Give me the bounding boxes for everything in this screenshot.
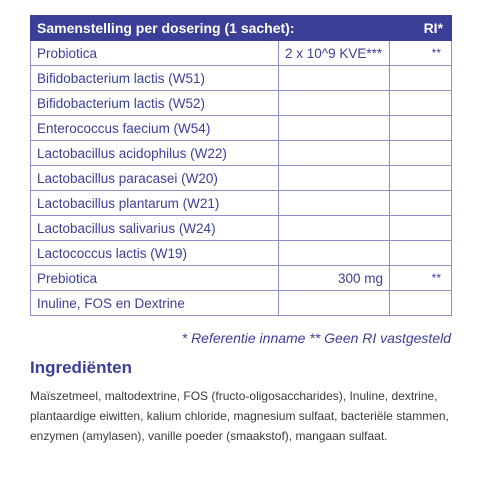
ingredients-heading: Ingrediënten: [30, 358, 133, 377]
ingredient-name: Lactobacillus salivarius (W24): [31, 216, 279, 241]
table-header-ri: RI*: [390, 16, 452, 41]
ingredient-ri: [390, 141, 452, 166]
ingredient-name: Bifidobacterium lactis (W51): [31, 66, 279, 91]
ingredient-name: Lactobacillus plantarum (W21): [31, 191, 279, 216]
table-row: [31, 116, 452, 141]
ingredient-amount: [279, 241, 390, 266]
ingredient-amount: [279, 66, 390, 91]
ingredient-amount: 2 x 10^9 KVE***: [279, 41, 390, 66]
ingredient-ri: [390, 291, 452, 316]
table-row: [31, 291, 452, 316]
ingredient-ri: [390, 91, 452, 116]
ingredient-ri: [390, 241, 452, 266]
table-header-title: Samenstelling per dosering (1 sachet):: [31, 16, 390, 41]
table-row: [31, 216, 452, 241]
ingredient-amount: [279, 216, 390, 241]
ingredient-ri: [390, 166, 452, 191]
ingredient-ri: **: [390, 41, 452, 66]
ingredient-amount: [279, 166, 390, 191]
ingredient-amount: [279, 91, 390, 116]
ingredient-amount: [279, 291, 390, 316]
table-row: [31, 266, 452, 291]
composition-table: [30, 15, 452, 316]
ingredient-ri: [390, 191, 452, 216]
table-header-row: [31, 16, 452, 41]
ingredient-name: Lactobacillus paracasei (W20): [31, 166, 279, 191]
ingredient-amount: [279, 116, 390, 141]
ingredient-name: Inuline, FOS en Dextrine: [31, 291, 279, 316]
table-row: [31, 166, 452, 191]
table-row: [31, 91, 452, 116]
ingredient-name: Probiotica: [31, 41, 279, 66]
table-row: [31, 241, 452, 266]
ingredient-name: Bifidobacterium lactis (W52): [31, 91, 279, 116]
ingredient-amount: [279, 191, 390, 216]
ingredient-ri: [390, 66, 452, 91]
ingredient-amount: 300 mg: [279, 266, 390, 291]
ingredient-ri: [390, 216, 452, 241]
table-row: [31, 191, 452, 216]
table-footnote: * Referentie inname ** Geen RI vastgesteld: [181, 330, 451, 346]
table-row: [31, 141, 452, 166]
table-row: [31, 66, 452, 91]
ingredient-name: Enterococcus faecium (W54): [31, 116, 279, 141]
ingredient-ri: [390, 116, 452, 141]
ingredients-list: Maïszetmeel, maltodextrine, FOS (fructo-oligosaccharides), Inuline, dextrine, plantaardige eiwitten, kalium chloride, magnesium sulfaat, bacteriële stammen, enzymen (amylasen), vanille poeder (smaakstof), mangaan sulfaat.: [30, 389, 449, 443]
ingredient-name: Prebiotica: [31, 266, 279, 291]
ingredient-ri: **: [390, 266, 452, 291]
table-row: [31, 41, 452, 66]
ingredient-name: Lactobacillus acidophilus (W22): [31, 141, 279, 166]
ingredient-name: Lactococcus lactis (W19): [31, 241, 279, 266]
ingredient-amount: [279, 141, 390, 166]
